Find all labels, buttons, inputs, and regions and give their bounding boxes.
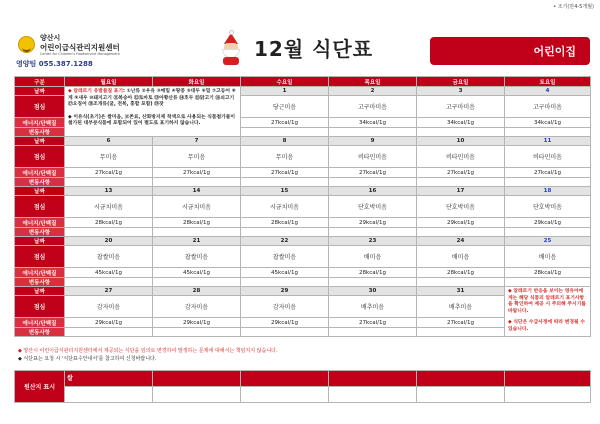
origin-cell [241, 371, 329, 387]
meal-cell: 무미음 [241, 146, 329, 168]
change-cell [329, 178, 417, 187]
change-cell [241, 328, 329, 337]
allergy-title: ◆ 알레르기 유발물질 표기 [68, 89, 124, 94]
row-label-date: 날짜 [15, 137, 65, 146]
meal-cell: 단호박미음 [417, 196, 505, 218]
meal-cell: 무미음 [65, 146, 153, 168]
origin-cell [505, 371, 591, 387]
change-cell [417, 178, 505, 187]
energy-row [15, 218, 591, 228]
date-cell: 25 [505, 237, 591, 246]
change-cell [241, 178, 329, 187]
change-cell [329, 328, 417, 337]
allergy-body: : ①난류 ②우유 ③메밀 ④땅콩 ⑤대두 ⑥밀 ⑦고등어 ⑧게 ⑨새우 ⑩돼지고기 ⑪복숭아 ⑫토마토 ⑬아황산류 ⑭호두 ⑮닭고기 ⑯쇠고기 ⑰오징어 ⑱조개류(굴, 전복, 홍합 포함) ⑲잣 [68, 89, 236, 107]
change-row [15, 228, 591, 237]
energy-cell: 27kcal/1g [329, 168, 417, 178]
notice-text: ◆ 이유식(초기)은 쌀미음, 보존료, 산화방지제 착색으로 사용되는 식품첨가물이 첨가된 대부분식품에 포함되어 있어 별도로 표기하지 않습니다. [68, 114, 236, 126]
origin-cell [65, 387, 153, 403]
date-row [15, 137, 591, 146]
footer-notes [18, 348, 588, 363]
change-cell [241, 278, 329, 287]
energy-cell: 29kcal/1g [65, 318, 153, 328]
center-logo [14, 32, 174, 68]
energy-cell: 27kcal/1g [65, 168, 153, 178]
change-notice-text: ◆ 식단은 수급사정에 따라 변경될 수 있습니다. [508, 320, 585, 332]
energy-cell: 29kcal/1g [329, 218, 417, 228]
row-label-energy: 에너지/단백질 [15, 168, 65, 178]
change-cell [417, 228, 505, 237]
footer-line1: ◆ 양산시 어린이급식관리지원센터에서 제공되는 식단을 임의로 변경하여 발생하는 문제에 대해서는 책임지지 않습니다. [18, 348, 278, 354]
date-row [15, 87, 591, 96]
date-cell: 17 [417, 187, 505, 196]
meal-cell: 시금치미음 [153, 196, 241, 218]
date-cell: 7 [153, 137, 241, 146]
energy-cell: 27kcal/1g [241, 168, 329, 178]
meal-cell: 고구마미음 [505, 96, 591, 118]
meal-cell: 감자미음 [241, 296, 329, 318]
origin-rice: 쌀 [67, 375, 73, 382]
date-cell: 1 [241, 87, 329, 96]
date-cell: 13 [65, 187, 153, 196]
date-cell: 29 [241, 287, 329, 296]
meal-cell: 찹쌀미음 [153, 246, 241, 268]
facility-badge [430, 37, 590, 65]
origin-cell [153, 371, 241, 387]
date-cell: 3 [417, 87, 505, 96]
energy-cell: 28kcal/1g [417, 268, 505, 278]
energy-cell: 27kcal/1g [417, 168, 505, 178]
energy-cell: 45kcal/1g [241, 268, 329, 278]
row-label-meal: 점심 [15, 96, 65, 118]
change-cell [65, 178, 153, 187]
meal-cell: 배미음 [505, 246, 591, 268]
date-cell: 23 [329, 237, 417, 246]
energy-cell: 29kcal/1g [505, 218, 591, 228]
meal-cell: 배미음 [417, 246, 505, 268]
allergy-note [65, 87, 241, 137]
date-row [15, 287, 591, 296]
energy-row [15, 168, 591, 178]
meal-cell: 단호박미음 [505, 196, 591, 218]
date-cell: 2 [329, 87, 417, 96]
date-cell: 21 [153, 237, 241, 246]
meal-row [15, 146, 591, 168]
row-label-date: 날짜 [15, 187, 65, 196]
row-label-energy: 에너지/단백질 [15, 318, 65, 328]
change-row [15, 178, 591, 187]
meal-cell: 찹쌀미음 [65, 246, 153, 268]
meal-cell: 배미음 [329, 246, 417, 268]
date-cell: 27 [65, 287, 153, 296]
meal-cell: 당근미음 [241, 96, 329, 118]
energy-row [15, 268, 591, 278]
change-cell [153, 178, 241, 187]
page-title: 12월 식단표 [254, 37, 374, 61]
origin-cell [329, 371, 417, 387]
date-cell: 14 [153, 187, 241, 196]
meal-cell: 비타민미음 [329, 146, 417, 168]
row-label-energy: 에너지/단백질 [15, 118, 65, 128]
change-cell [417, 278, 505, 287]
date-cell: 30 [329, 287, 417, 296]
date-row [15, 187, 591, 196]
energy-cell: 34kcal/1g [329, 118, 417, 128]
age-group-label: • 조기(만4-5개월) [553, 4, 594, 10]
energy-cell: 28kcal/1g [505, 268, 591, 278]
row-label-date: 날짜 [15, 237, 65, 246]
col-header: 구분 [15, 77, 65, 87]
meal-cell: 시금치미음 [65, 196, 153, 218]
reaction-text: ◆ 알레르기 반응을 보이는 영유아에게는 해당 식품의 알레르기 표기사항을 확인하여 제공 시 주의해 주시기를 바랍니다. [508, 289, 586, 314]
meal-cell: 단호박미음 [329, 196, 417, 218]
col-header: 목요일 [329, 77, 417, 87]
meal-row [15, 196, 591, 218]
date-cell: 24 [417, 237, 505, 246]
row-label-change: 변동사항 [15, 278, 65, 287]
row-label-energy: 에너지/단백질 [15, 268, 65, 278]
allergy-text [68, 89, 237, 109]
origin-cell [65, 371, 153, 387]
energy-cell: 29kcal/1g [417, 218, 505, 228]
change-cell [505, 128, 591, 137]
change-row [15, 278, 591, 287]
change-cell [241, 228, 329, 237]
energy-cell: 28kcal/1g [241, 218, 329, 228]
badge-label: 어린이집 [533, 45, 576, 58]
date-cell: 31 [417, 287, 505, 296]
date-cell: 22 [241, 237, 329, 246]
energy-cell: 34kcal/1g [417, 118, 505, 128]
col-header: 월요일 [65, 77, 153, 87]
energy-cell: 27kcal/1g [417, 318, 505, 328]
energy-cell: 27kcal/1g [241, 118, 329, 128]
change-cell [329, 128, 417, 137]
origin-cell [417, 371, 505, 387]
org-phone: 영양팀 055.387.1288 [16, 60, 93, 68]
change-cell [241, 128, 329, 137]
santa-icon [219, 33, 243, 65]
meal-row [15, 296, 591, 318]
change-cell [153, 328, 241, 337]
meal-cell: 감자미음 [153, 296, 241, 318]
change-cell [505, 278, 591, 287]
page-header [14, 30, 590, 68]
change-cell [65, 278, 153, 287]
date-cell: 10 [417, 137, 505, 146]
col-header: 금요일 [417, 77, 505, 87]
header-row [15, 77, 591, 87]
meal-cell: 배추미음 [417, 296, 505, 318]
row-label-meal: 점심 [15, 146, 65, 168]
energy-cell: 28kcal/1g [329, 268, 417, 278]
date-cell: 4 [505, 87, 591, 96]
energy-cell: 45kcal/1g [153, 268, 241, 278]
row-label-change: 변동사항 [15, 178, 65, 187]
footer-line2: ◆ 식단표는 요청 시 '식단표수안내서'를 참고하여 신청바랍니다. [18, 355, 157, 362]
date-cell: 9 [329, 137, 417, 146]
date-cell: 18 [505, 187, 591, 196]
menu-table [14, 76, 591, 337]
org-city: 양산시 [40, 34, 61, 42]
col-header: 화요일 [153, 77, 241, 87]
change-cell [329, 228, 417, 237]
col-header: 수요일 [241, 77, 329, 87]
energy-cell: 27kcal/1g [153, 168, 241, 178]
energy-cell: 29kcal/1g [153, 318, 241, 328]
row-label-meal: 점심 [15, 196, 65, 218]
change-cell [505, 228, 591, 237]
change-cell [65, 328, 153, 337]
meal-cell: 감자미음 [65, 296, 153, 318]
meal-cell: 비타민미음 [505, 146, 591, 168]
row-label-change: 변동사항 [15, 128, 65, 137]
energy-cell: 45kcal/1g [65, 268, 153, 278]
meal-cell: 무미음 [153, 146, 241, 168]
date-cell: 6 [65, 137, 153, 146]
change-cell [65, 228, 153, 237]
origin-cell [505, 387, 591, 403]
change-cell [505, 178, 591, 187]
change-cell [329, 278, 417, 287]
smile-logo-icon [18, 36, 35, 53]
col-header: 토요일 [505, 77, 591, 87]
date-cell: 28 [153, 287, 241, 296]
date-cell: 11 [505, 137, 591, 146]
row-label-date: 날짜 [15, 287, 65, 296]
date-cell: 20 [65, 237, 153, 246]
date-cell: 15 [241, 187, 329, 196]
change-cell [153, 228, 241, 237]
origin-cell [153, 387, 241, 403]
row-label-change: 변동사항 [15, 328, 65, 337]
meal-cell: 고구마미음 [417, 96, 505, 118]
meal-cell: 고구마미음 [329, 96, 417, 118]
row-label-date: 날짜 [15, 87, 65, 96]
date-cell: 8 [241, 137, 329, 146]
energy-cell: 28kcal/1g [153, 218, 241, 228]
org-center-eng: Center for Children's Foodservice Management [40, 52, 120, 56]
energy-cell: 34kcal/1g [505, 118, 591, 128]
meal-cell: 시금치미음 [241, 196, 329, 218]
row-label-energy: 에너지/단백질 [15, 218, 65, 228]
change-cell [417, 328, 505, 337]
change-cell [417, 128, 505, 137]
energy-row [15, 318, 591, 328]
row-label-meal: 점심 [15, 246, 65, 268]
meal-cell: 찹쌀미음 [241, 246, 329, 268]
reaction-note [505, 287, 591, 337]
row-label-change: 변동사항 [15, 228, 65, 237]
origin-cell [329, 387, 417, 403]
meal-cell: 비타민미음 [417, 146, 505, 168]
date-cell: 16 [329, 187, 417, 196]
change-cell [153, 278, 241, 287]
origin-cell [241, 387, 329, 403]
energy-cell: 28kcal/1g [65, 218, 153, 228]
date-row [15, 237, 591, 246]
meal-row [15, 246, 591, 268]
energy-cell: 29kcal/1g [241, 318, 329, 328]
meal-cell: 배추미음 [329, 296, 417, 318]
origin-label: 원산지 표시 [15, 371, 65, 403]
energy-cell: 27kcal/1g [329, 318, 417, 328]
row-label-meal: 점심 [15, 296, 65, 318]
energy-cell: 27kcal/1g [505, 168, 591, 178]
org-center-name: 어린이급식관리지원센터 [40, 43, 120, 52]
origin-cell [417, 387, 505, 403]
origin-table [14, 370, 591, 403]
change-row [15, 328, 591, 337]
